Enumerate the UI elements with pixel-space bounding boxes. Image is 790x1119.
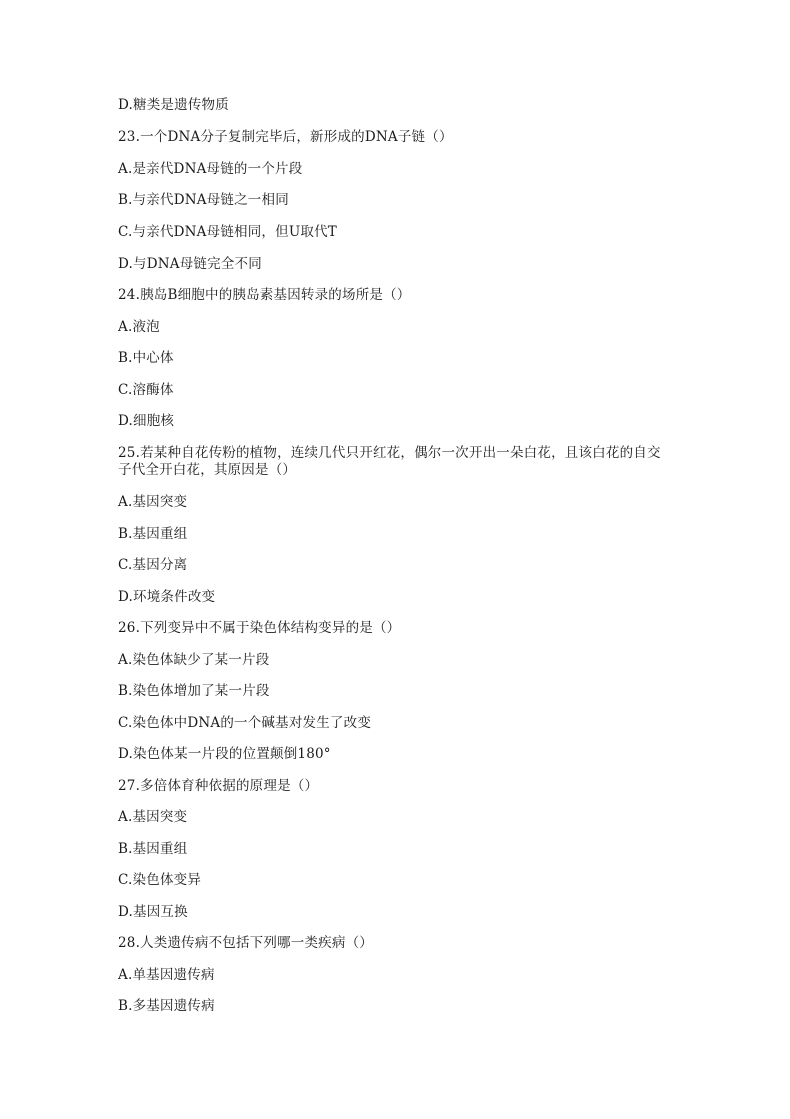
option-27-d: D.基因互换: [118, 904, 188, 920]
question-28: 28.人类遗传病不包括下列哪一类疾病（）: [118, 935, 373, 951]
option-24-d: D.细胞核: [118, 413, 175, 429]
option-22-d: D.糖类是遗传物质: [118, 97, 229, 113]
option-26-a: A.染色体缺少了某一片段: [118, 652, 270, 668]
option-23-c: C.与亲代DNA母链相同，但U取代T: [118, 224, 338, 240]
question-24: 24.胰岛B细胞中的胰岛素基因转录的场所是（）: [118, 287, 411, 303]
question-23: 23.一个DNA分子复制完毕后，新形成的DNA子链（）: [118, 129, 453, 145]
option-26-b: B.染色体增加了某一片段: [118, 683, 270, 699]
question-26: 26.下列变异中不属于染色体结构变异的是（）: [118, 620, 401, 636]
option-25-d: D.环境条件改变: [118, 589, 216, 605]
option-27-b: B.基因重组: [118, 841, 188, 857]
option-25-b: B.基因重组: [118, 526, 188, 542]
option-23-d: D.与DNA母链完全不同: [118, 256, 262, 272]
option-27-a: A.基因突变: [118, 809, 188, 825]
option-24-b: B.中心体: [118, 350, 174, 366]
option-24-a: A.液泡: [118, 319, 160, 335]
option-25-a: A.基因突变: [118, 494, 188, 510]
question-27: 27.多倍体育种依据的原理是（）: [118, 778, 319, 794]
option-24-c: C.溶酶体: [118, 382, 174, 398]
option-27-c: C.染色体变异: [118, 872, 202, 888]
option-23-b: B.与亲代DNA母链之一相同: [118, 192, 289, 208]
option-23-a: A.是亲代DNA母链的一个片段: [118, 161, 303, 177]
option-26-c: C.染色体中DNA的一个碱基对发生了改变: [118, 715, 372, 731]
question-25: 25.若某种自花传粉的植物，连续几代只开红花，偶尔一次开出一朵白花，且该白花的自交子代全开白花，其原因是（）: [118, 445, 661, 478]
option-25-c: C.基因分离: [118, 557, 188, 573]
option-28-a: A.单基因遗传病: [118, 967, 215, 983]
option-26-d: D.染色体某一片段的位置颠倒180°: [118, 746, 331, 762]
option-28-b: B.多基因遗传病: [118, 998, 215, 1014]
